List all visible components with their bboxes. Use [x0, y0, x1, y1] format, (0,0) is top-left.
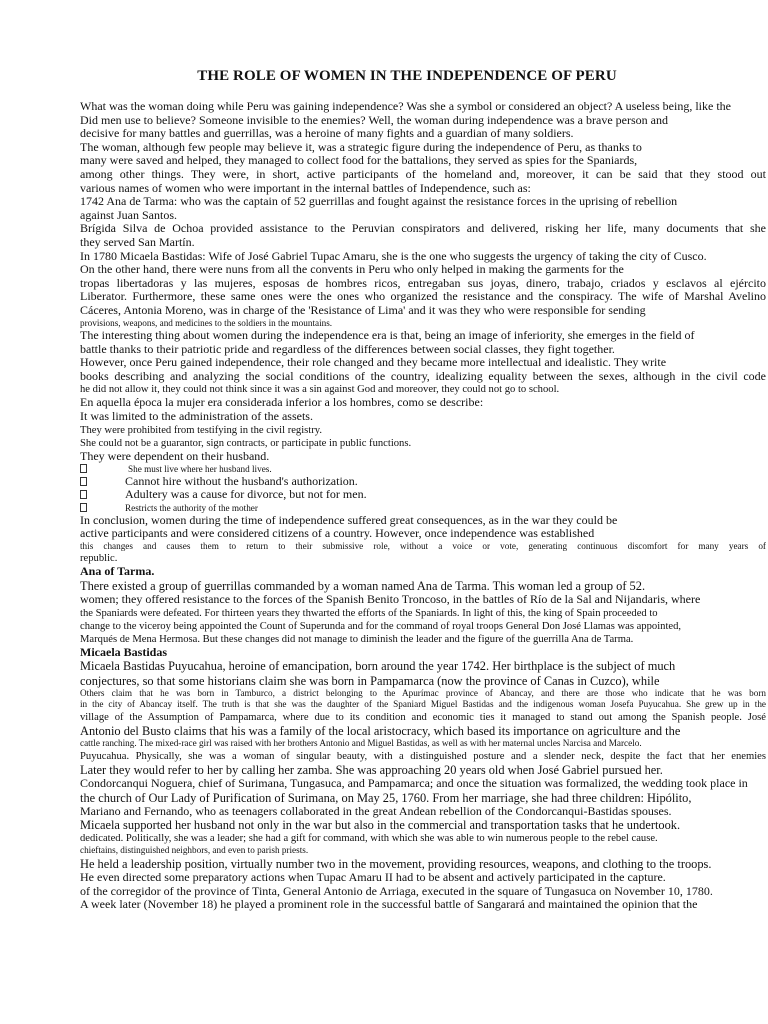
- document-title: THE ROLE OF WOMEN IN THE INDEPENDENCE OF PERU: [197, 68, 617, 84]
- text-line: among other things. They were, in short, active participants of the homeland and, moreover, it can be said that they stood out: [80, 167, 766, 181]
- text-line: The interesting thing about women during the independence era is that, being an image of inferiority, she emerges in the field of: [80, 329, 695, 343]
- text-line: decisive for many battles and guerrillas, was a heroine of many fights and a guardian of many soldiers.: [80, 127, 574, 141]
- text-line: tropas libertadoras y las mujeres, esposas de hombres ricos, entregaban sus joyas, dinero, trabajo, criados y esclavos al ejército: [80, 276, 766, 290]
- text-line: conjectures, so that some historians claim she was born in Pampamarca (now the province of Canas in Cuzco), while: [80, 673, 660, 688]
- text-line: Micaela supported her husband not only in the war but also in the commercial and transportation tasks that he undertook.: [80, 818, 681, 833]
- text-line: They were prohibited from testifying in the civil registry.: [80, 424, 323, 436]
- text-line: books describing and analyzing the social conditions of the country, idealizing equality between the sexes, although in the civil code: [80, 369, 766, 383]
- text-line: A week later (November 18) he played a prominent role in the successful battle of Sangarará and maintained the opinion that the: [80, 898, 698, 912]
- text-line: Puyucahua. Physically, she was a woman of singular beauty, with a distinguished posture and a slender neck, despite the fact that her enemies: [80, 750, 766, 762]
- checkbox-glyph-icon: [80, 464, 87, 473]
- text-line: they served San Martín.: [80, 235, 195, 249]
- text-line: he did not allow it, they could not think since it was a sin against God and moreover, they could not go to school.: [80, 384, 560, 396]
- text-line: of the corregidor of the province of Tinta, General Antonio de Arriaga, executed in the square of Tungasuca on November 10, 1780.: [80, 884, 713, 898]
- text-line: Marqués de Mena Hermosa. But these changes did not manage to diminish the leader and the figure of the guerrilla Ana de Tarma.: [80, 633, 634, 645]
- text-line: Micaela Bastidas Puyucahua, heroine of emancipation, born around the year 1742. Her birthplace is the subject of much: [80, 659, 676, 674]
- bullet-text: Cannot hire without the husband's authorization.: [125, 474, 358, 488]
- text-line: against Juan Santos.: [80, 208, 177, 222]
- text-line: He even directed some preparatory actions when Tupac Amaru II had to be absent and actively participated in the capture.: [80, 871, 666, 885]
- text-line: Did men use to believe? Someone invisible to the enemies? Well, the woman during independence was a brave person and: [80, 113, 668, 127]
- text-line: He held a leadership position, virtually number two in the movement, providing resources, weapons, and clothing to the troops.: [80, 857, 712, 872]
- text-line: battle thanks to their patriotic pride and regardless of the differences between social classes, they fight together.: [80, 342, 615, 356]
- text-line: dedicated. Politically, she was a leader; she had a gift for command, with which she was able to win numerous people to the rebel cause.: [80, 833, 658, 845]
- text-line: provisions, weapons, and medicines to the soldiers in the mountains.: [80, 317, 333, 328]
- text-line: In conclusion, women during the time of independence suffered great consequences, as in the war they could be: [80, 513, 618, 527]
- text-line: village of the Assumption of Pampamarca, where due to its condition and economic ties it managed to stand out among the Spanish people. José: [80, 711, 766, 723]
- bullet-item: [80, 475, 766, 489]
- text-line: cattle ranching. The mixed-race girl was raised with her brothers Antonio and Miguel Bastidas, as well as with her maternal uncles Narcisa and Marcelo.: [80, 738, 642, 749]
- text-line: Antonio del Busto claims that his was a family of the local aristocracy, which based its importance on agriculture and the: [80, 723, 681, 738]
- text-line: republic.: [80, 553, 118, 565]
- text-line: this changes and causes them to return to their submissive role, without a voice or vote, generating continuous discomfort for many years of: [80, 540, 766, 551]
- text-line: Ana of Tarma.: [80, 565, 155, 579]
- bullet-text: Adultery was a cause for divorce, but not for men.: [125, 488, 367, 502]
- text-line: the Spaniards were defeated. For thirteen years they thwarted the efforts of the Spaniards. In light of this, the king of Spain proceeded to: [80, 607, 658, 619]
- text-line: What was the woman doing while Peru was gaining independence? Was she a symbol or considered an object? A useless being, like the: [80, 100, 731, 113]
- text-line: change to the viceroy being appointed the Count of Superunda and for the command of royal troops General Don José Llamas was appointed,: [80, 620, 682, 632]
- text-line: There existed a group of guerrillas commanded by a woman named Ana de Tarma. This woman led a group of 52.: [80, 579, 646, 593]
- bullet-item: [80, 502, 766, 514]
- text-line: It was limited to the administration of the assets.: [80, 410, 313, 424]
- checkbox-glyph-icon: [80, 503, 87, 512]
- text-line: chieftains, distinguished neighbors, and even to parish priests.: [80, 845, 309, 856]
- text-line: in the city of Abancay itself. The truth is that she was the daughter of the Spaniard Miguel Bastidas and the indigenous woman Josefa Puyucahua. She grew up in the: [80, 699, 766, 710]
- text-line: Cáceres, Antonia Moreno, was in charge of the 'Resistance of Lima' and it was they who were responsible for sending: [80, 303, 646, 317]
- text-line: 1742 Ana de Tarma: who was the captain of 52 guerrillas and fought against the resistance forces in the uprising of rebellion: [80, 195, 678, 209]
- text-line: women; they offered resistance to the forces of the Spanish Benito Troncoso, in the battles of Río de la Sal and Nijandaris, where: [80, 593, 701, 607]
- text-line: However, once Peru gained independence, their role changed and they became more intellectual and idealistic. They write: [80, 356, 667, 370]
- bullet-text: She must live where her husband lives.: [128, 464, 272, 475]
- text-line: Micaela Bastidas: [80, 645, 167, 659]
- text-line: many were saved and helped, they managed to collect food for the battalions, they served as spies for the Spaniards,: [80, 154, 638, 168]
- text-line: Mariano and Fernando, who as teenagers collaborated in the great Andean rebellion of the Condorcanqui-Bastidas spouses.: [80, 804, 672, 818]
- text-line: In 1780 Micaela Bastidas: Wife of José Gabriel Tupac Amaru, she is the one who suggests the urgency of taking the city of Cusco.: [80, 249, 707, 263]
- checkbox-glyph-icon: [80, 490, 87, 499]
- text-line: They were dependent on their husband.: [80, 449, 270, 463]
- bullet-item: [80, 463, 766, 475]
- document-body: [80, 100, 766, 912]
- text-line: On the other hand, there were nuns from all the convents in Peru who only helped in making the garments for the: [80, 263, 624, 277]
- bullet-text: Restricts the authority of the mother: [125, 503, 258, 514]
- checkbox-glyph-icon: [80, 477, 87, 486]
- text-line: Later they would refer to her by calling her zamba. She was approaching 20 years old when José Gabriel pursued her.: [80, 762, 663, 777]
- text-line: Condorcanqui Noguera, chief of Surimana, Tungasuca, and Pampamarca; and once the situation was formalized, the wedding took place in: [80, 776, 748, 790]
- text-line: She could not be a guarantor, sign contracts, or participate in public functions.: [80, 437, 412, 449]
- bullet-item: [80, 488, 766, 502]
- text-line: En aquella época la mujer era considerada inferior a los hombres, como se describe:: [80, 396, 484, 410]
- text-line: the church of Our Lady of Purification of Surimana, on May 25, 1760. From her marriage, she had three children: Hipólito,: [80, 790, 692, 805]
- text-line: Others claim that he was born in Tamburco, a district belonging to the Apurímac province of Abancay, and there are those who indicate that he was born: [80, 687, 766, 698]
- text-line: various names of women who were important in the internal battles of Independence, such as:: [80, 181, 531, 195]
- text-line: Liberator. Furthermore, these same ones were the ones who organized the resistance and the conspiracy. The wife of Marshal Avelino: [80, 290, 766, 304]
- text-line: Brígida Silva de Ochoa provided assistance to the Peruvian conspirators and delivered, risking her life, many documents that she: [80, 222, 766, 236]
- text-line: active participants and were considered citizens of a country. However, once independence was established: [80, 527, 595, 541]
- text-line: The woman, although few people may believe it, was a strategic figure during the independence of Peru, as thanks to: [80, 140, 642, 154]
